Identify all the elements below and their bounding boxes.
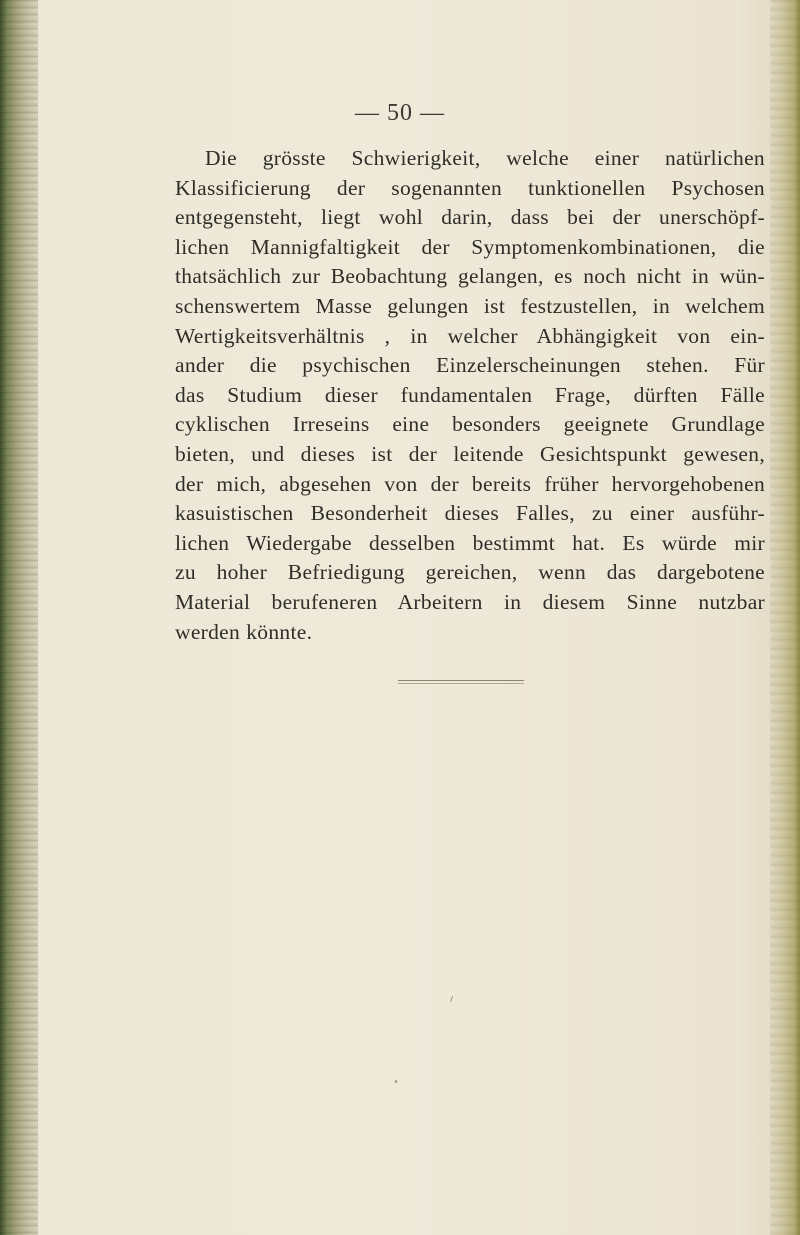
text-line: werden könnte.: [175, 619, 313, 644]
binding-edge: [0, 0, 38, 1235]
text-line: cyklischen Irreseins eine besonders geeignete Grundlage: [175, 412, 765, 437]
paper-speck: [450, 996, 453, 1002]
paper-speck: [394, 1080, 397, 1084]
page-edge: [770, 0, 800, 1235]
text-line: entgegensteht, liegt wohl darin, dass bei der unerschöpf-: [175, 205, 765, 230]
text-line: bieten, und dieses ist der leitende Gesichtspunkt gewesen,: [175, 441, 765, 466]
text-line: ander die psychischen Einzelerscheinungen stehen. Für: [175, 353, 765, 378]
page-number: — 50 —: [355, 100, 445, 126]
text-line: Die grösste Schwierigkeit, welche einer natürlichen: [205, 146, 765, 170]
text-line: Material berufeneren Arbeitern in diesem Sinne nutzbar: [175, 589, 765, 614]
text-line: Klassificierung der sogenannten tunktionellen Psychosen: [175, 175, 765, 200]
body-paragraph: [175, 144, 765, 647]
text-line: das Studium dieser fundamentalen Frage, dürften Fälle: [175, 382, 765, 407]
text-line: lichen Wiedergabe desselben bestimmt hat. Es würde mir: [175, 530, 765, 555]
text-line: lichen Mannigfaltigkeit der Symptomenkombinationen, die: [175, 234, 765, 259]
text-line: Wertigkeitsverhältnis , in welcher Abhängigkeit von ein-: [175, 323, 765, 348]
text-line: schenswertem Masse gelungen ist festzustellen, in welchem: [175, 293, 765, 318]
section-separator-rule: [398, 680, 524, 684]
text-line: der mich, abgesehen von der bereits früher hervorgehobenen: [175, 471, 765, 496]
text-line: thatsächlich zur Beobachtung gelangen, es noch nicht in wün-: [175, 264, 765, 289]
text-line: kasuistischen Besonderheit dieses Falles, zu einer ausführ-: [175, 501, 765, 526]
text-line: zu hoher Befriedigung gereichen, wenn das dargebotene: [175, 560, 765, 585]
